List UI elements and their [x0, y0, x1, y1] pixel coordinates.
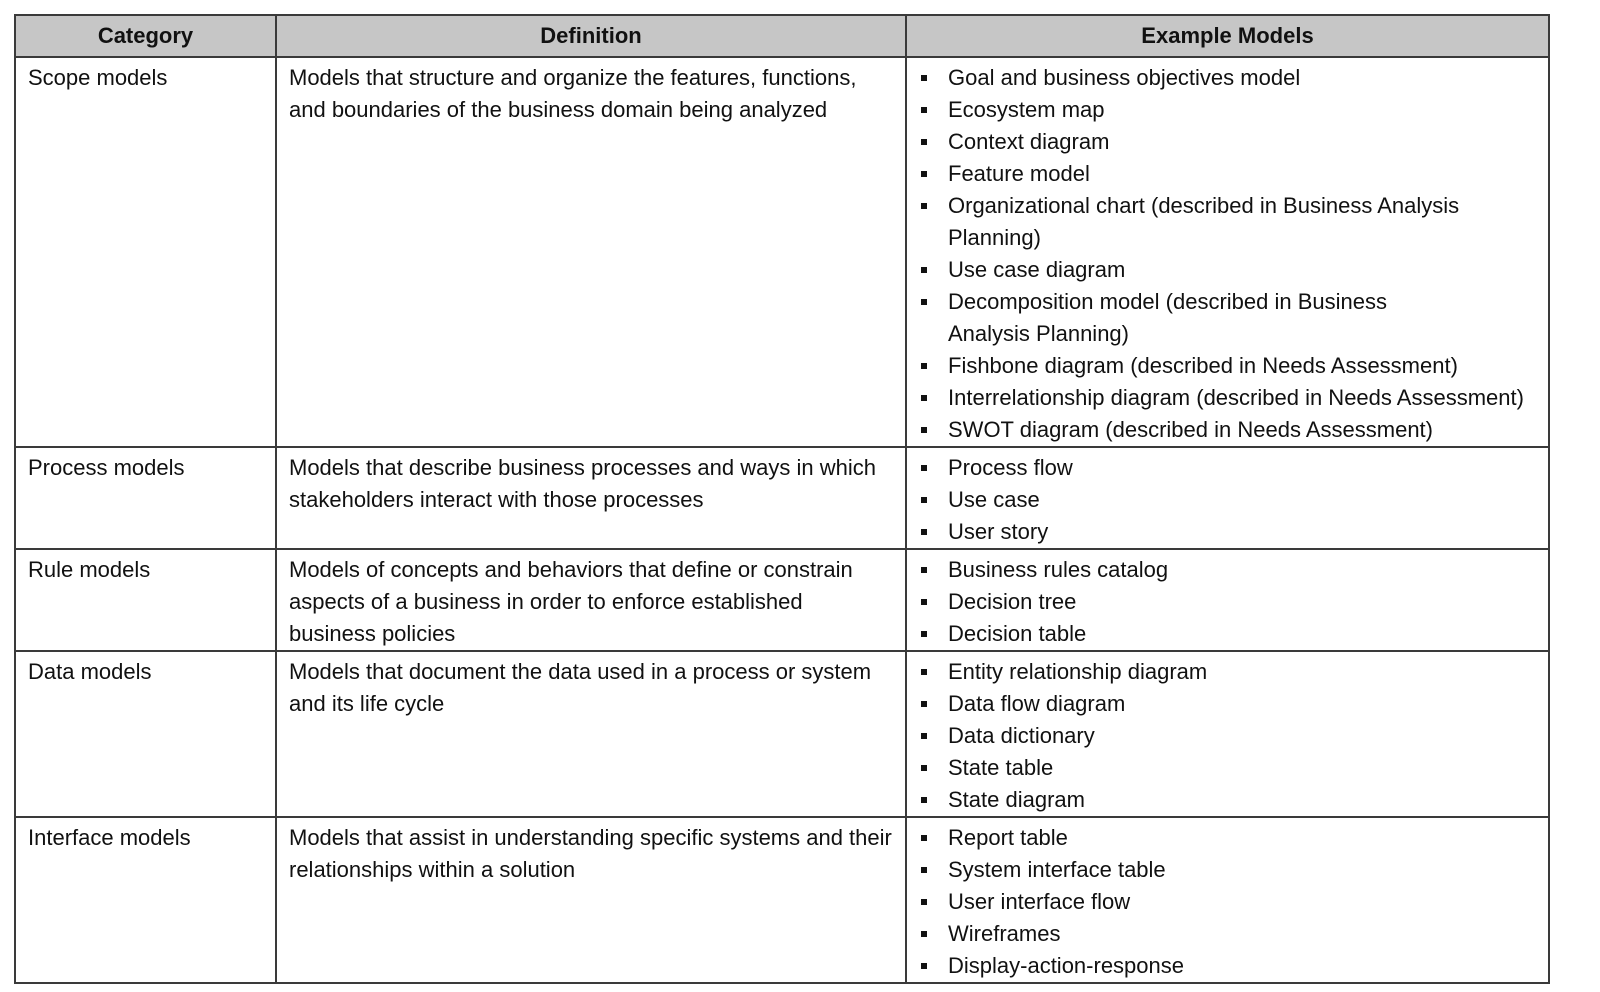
examples-cell — [906, 651, 1549, 817]
table-row — [15, 57, 1549, 447]
list-item: System interface table — [919, 854, 1536, 886]
header-definition: Definition — [276, 15, 906, 57]
examples-cell — [906, 549, 1549, 651]
list-item: Ecosystem map — [919, 94, 1536, 126]
list-item: State table — [919, 752, 1536, 784]
header-category: Category — [15, 15, 276, 57]
header-row — [15, 15, 1549, 57]
list-item: Process flow — [919, 452, 1536, 484]
list-item: Business rules catalog — [919, 554, 1536, 586]
list-item: Display-action-response — [919, 950, 1536, 982]
list-item: Use case — [919, 484, 1536, 516]
definition-cell: Models that structure and organize the features, functions, and boundaries of the business domain being analyzed — [276, 57, 906, 447]
list-item: Report table — [919, 822, 1536, 854]
list-item: Goal and business objectives model — [919, 62, 1536, 94]
definition-cell: Models that describe business processes and ways in which stakeholders interact with those processes — [276, 447, 906, 549]
list-item: SWOT diagram (described in Needs Assessment) — [919, 414, 1536, 446]
list-item: Data flow diagram — [919, 688, 1536, 720]
list-item: User story — [919, 516, 1536, 548]
list-item: Data dictionary — [919, 720, 1536, 752]
table-row — [15, 447, 1549, 549]
example-list — [919, 62, 1536, 446]
example-list — [919, 656, 1536, 816]
example-list — [919, 554, 1536, 650]
table-row — [15, 651, 1549, 817]
models-table — [14, 14, 1550, 984]
category-cell: Data models — [15, 651, 276, 817]
list-item: Interrelationship diagram (described in Needs Assessment) — [919, 382, 1536, 414]
definition-cell: Models that assist in understanding specific systems and their relationships within a solution — [276, 817, 906, 983]
header-example-models: Example Models — [906, 15, 1549, 57]
list-item: Use case diagram — [919, 254, 1536, 286]
list-item: Fishbone diagram (described in Needs Assessment) — [919, 350, 1536, 382]
examples-cell — [906, 57, 1549, 447]
list-item: Decomposition model (described in Business Analysis Planning) — [919, 286, 1536, 350]
definition-cell: Models of concepts and behaviors that define or constrain aspects of a business in order to enforce established business policies — [276, 549, 906, 651]
category-cell: Process models — [15, 447, 276, 549]
examples-cell — [906, 817, 1549, 983]
list-item: User interface flow — [919, 886, 1536, 918]
example-list — [919, 822, 1536, 982]
category-cell: Scope models — [15, 57, 276, 447]
list-item: Wireframes — [919, 918, 1536, 950]
list-item: Organizational chart (described in Business Analysis Planning) — [919, 190, 1536, 254]
category-cell: Rule models — [15, 549, 276, 651]
definition-cell: Models that document the data used in a process or system and its life cycle — [276, 651, 906, 817]
list-item: Entity relationship diagram — [919, 656, 1536, 688]
list-item: Context diagram — [919, 126, 1536, 158]
list-item: State diagram — [919, 784, 1536, 816]
example-list — [919, 452, 1536, 548]
list-item: Decision table — [919, 618, 1536, 650]
list-item: Feature model — [919, 158, 1536, 190]
list-item: Decision tree — [919, 586, 1536, 618]
table-row — [15, 549, 1549, 651]
examples-cell — [906, 447, 1549, 549]
table-row — [15, 817, 1549, 983]
category-cell: Interface models — [15, 817, 276, 983]
